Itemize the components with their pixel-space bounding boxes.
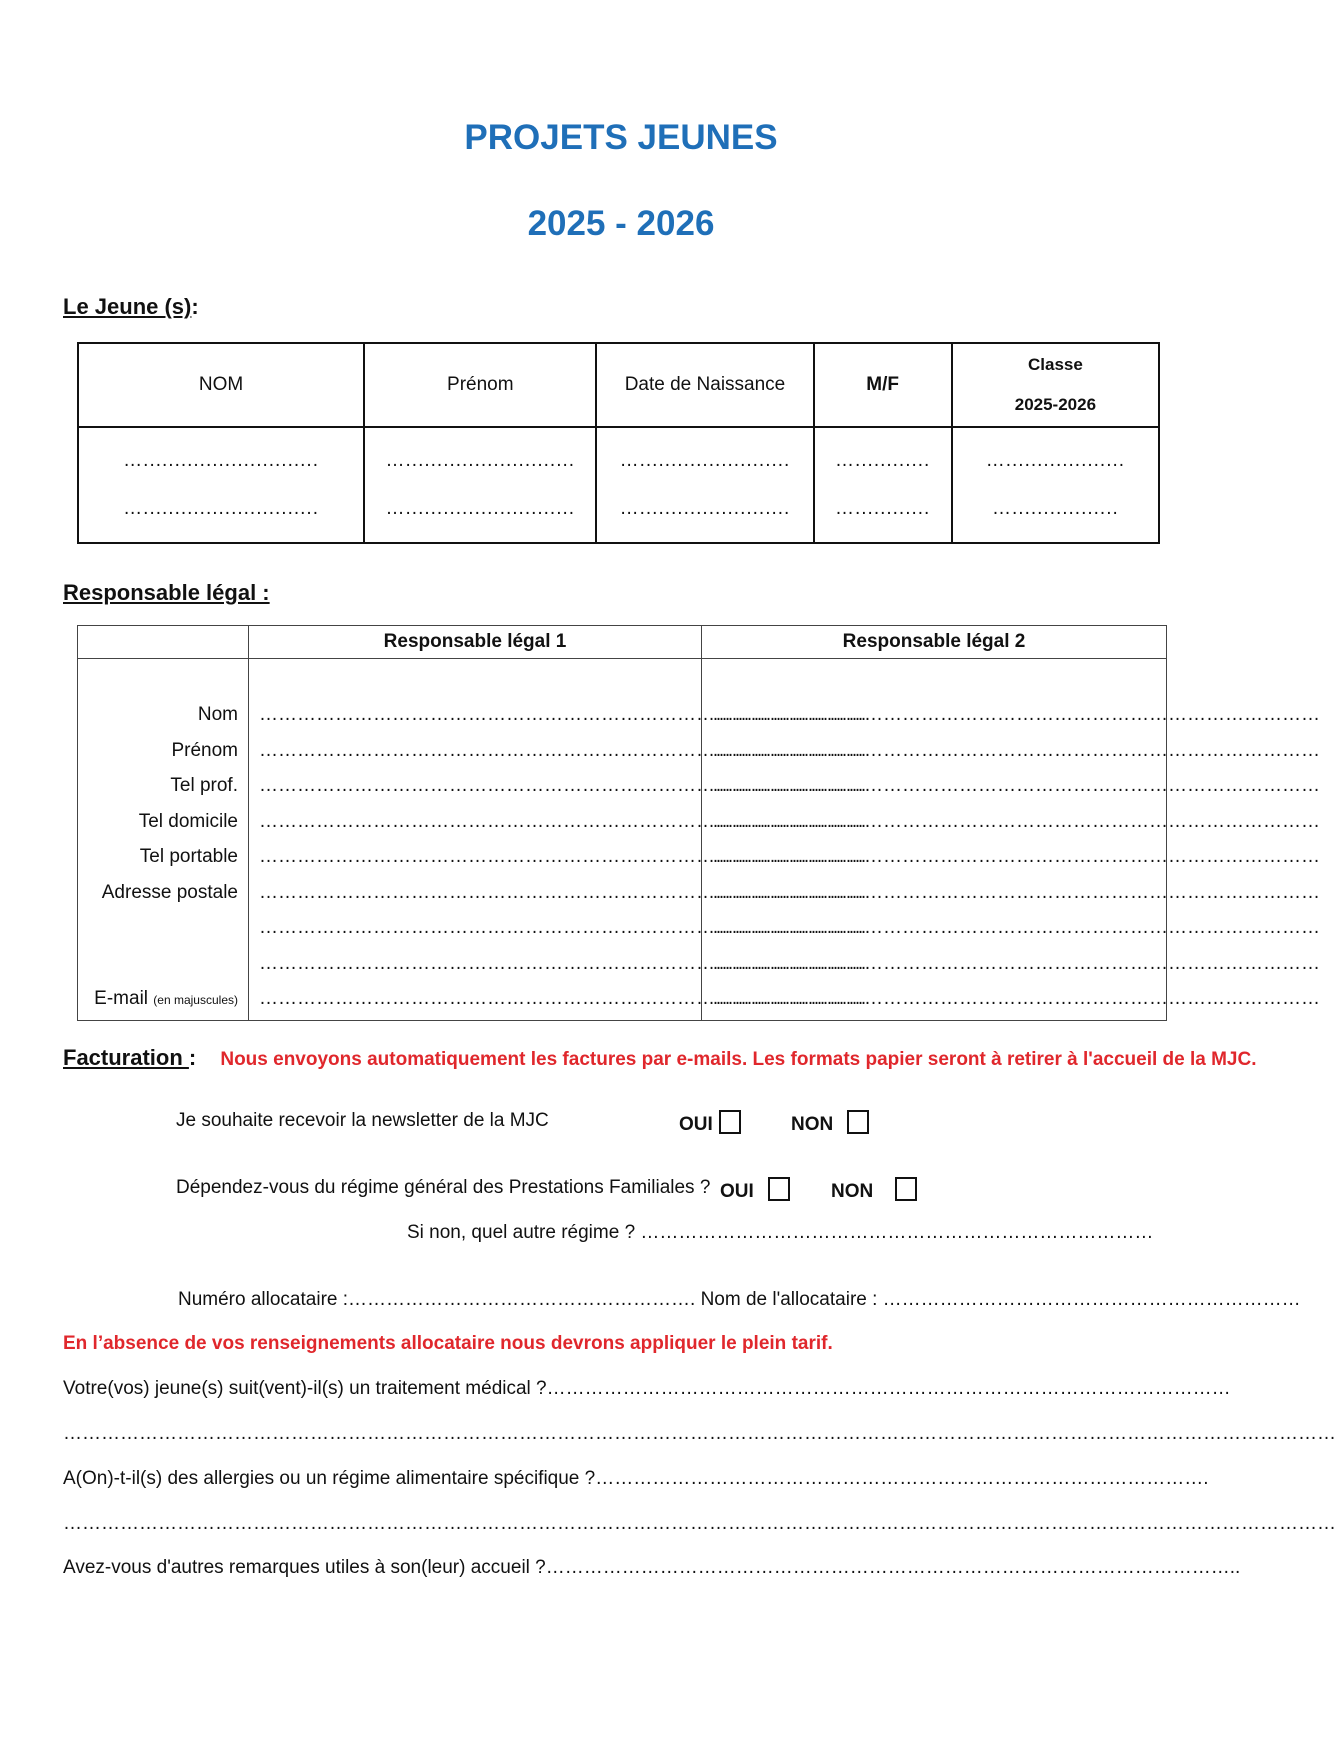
- regime-oui-label: OUI: [720, 1181, 754, 1202]
- page-title: PROJETS JEUNES: [464, 118, 778, 157]
- jeune-heading-text: Le Jeune (s): [63, 294, 192, 319]
- jeune-mf-1: …............: [834, 450, 931, 471]
- resp2-email[interactable]: ……………………………………………………………………………………: [712, 988, 1320, 1009]
- jeune-nom-2: …............................: [123, 498, 319, 519]
- resp1-email[interactable]: ……………………………………………………………………………………: [259, 988, 867, 1009]
- col-classe-label: Classe: [1027, 355, 1083, 374]
- label-tel-portable: Tel portable: [139, 846, 238, 867]
- year-title: 2025 - 2026: [527, 204, 715, 243]
- jeune-heading: [63, 294, 199, 320]
- responsable-table: [77, 625, 1320, 1021]
- jeune-mf-cell[interactable]: [814, 427, 952, 543]
- jeune-mf-2: …............: [834, 498, 931, 519]
- resp-col-2: Responsable légal 2: [702, 626, 1167, 659]
- regime-autre-field[interactable]: Si non, quel autre régime ? ………………………………………………………………………: [407, 1222, 1154, 1243]
- label-prenom: Prénom: [171, 739, 238, 761]
- label-tel-prof: Tel prof.: [170, 775, 238, 796]
- responsable-heading: Responsable légal :: [63, 580, 270, 605]
- resp2-fields[interactable]: [702, 659, 1320, 1021]
- remarques-field[interactable]: Avez-vous d'autres remarques utiles à son(leur) accueil ?………………………………………………………………………………………………..: [63, 1557, 1241, 1578]
- resp2-nom[interactable]: ……………………………………………………………………………………: [712, 704, 1320, 725]
- facturation-notice: Nous envoyons automatiquement les factures par e-mails. Les formats papier seront à retirer à l'accueil de la MJC.: [220, 1049, 1257, 1070]
- newsletter-non-label: NON: [791, 1114, 834, 1135]
- resp1-tel-portable[interactable]: ……………………………………………………………………………………: [259, 846, 867, 867]
- label-email: [79, 981, 238, 1019]
- jeune-classe-2: ….................: [992, 498, 1119, 519]
- allergies-line[interactable]: …………………………………………………………………………………………………………………………………………………………………………………: [63, 1513, 1336, 1534]
- resp1-adresse-3[interactable]: ……………………………………………………………………………………: [259, 952, 867, 974]
- jeune-heading-colon: :: [191, 294, 199, 319]
- col-classe: [952, 343, 1159, 427]
- label-blank-2: [79, 946, 238, 982]
- regime-non[interactable]: [831, 1177, 917, 1203]
- newsletter-non[interactable]: [791, 1110, 869, 1136]
- resp2-prenom[interactable]: ……………………………………………………………………………………: [712, 739, 1320, 761]
- newsletter-oui-checkbox[interactable]: [719, 1110, 741, 1134]
- newsletter-oui-label: OUI: [679, 1114, 713, 1135]
- jeune-date-cell[interactable]: [596, 427, 813, 543]
- allergies-field[interactable]: A(On)-t-il(s) des allergies ou un régime alimentaire spécifique ?…………………………………………………………………………………….: [63, 1468, 1209, 1489]
- jeune-classe-1: …...................: [985, 450, 1126, 471]
- jeune-table: [77, 342, 1160, 544]
- label-adresse: Adresse postale: [101, 881, 238, 903]
- medical-field[interactable]: Votre(vos) jeune(s) suit(vent)-il(s) un traitement médical ?………………………………………………………………………………………………: [63, 1378, 1231, 1399]
- resp1-adresse-1[interactable]: ……………………………………………………………………………………: [259, 881, 867, 903]
- resp-corner-cell: [78, 626, 249, 659]
- label-nom: Nom: [197, 704, 238, 725]
- col-nom: NOM: [78, 343, 364, 427]
- resp-col-1: Responsable légal 1: [249, 626, 702, 659]
- resp2-tel-portable[interactable]: ……………………………………………………………………………………: [712, 846, 1320, 867]
- email-note: (en majuscules): [153, 993, 238, 1007]
- label-email-text: E-mail: [94, 988, 149, 1009]
- resp2-adresse-2[interactable]: ……………………………………………………………………………………: [712, 917, 1320, 938]
- regime-non-checkbox[interactable]: [895, 1177, 917, 1201]
- regime-non-label: NON: [831, 1181, 874, 1202]
- resp2-tel-prof[interactable]: ……………………………………………………………………………………: [712, 775, 1320, 796]
- resp1-tel-prof[interactable]: ……………………………………………………………………………………: [259, 775, 867, 796]
- resp1-tel-domicile[interactable]: ……………………………………………………………………………………: [259, 810, 867, 832]
- jeune-prenom-cell[interactable]: [364, 427, 596, 543]
- resp1-nom[interactable]: ……………………………………………………………………………………: [259, 704, 867, 725]
- resp2-adresse-3[interactable]: ……………………………………………………………………………………: [712, 952, 1320, 974]
- newsletter-oui[interactable]: [679, 1110, 741, 1136]
- medical-line[interactable]: …………………………………………………………………………………………………………………………………………………………………………………: [63, 1423, 1336, 1444]
- newsletter-question: Je souhaite recevoir la newsletter de la MJC: [176, 1110, 549, 1131]
- jeune-classe-cell[interactable]: [952, 427, 1159, 543]
- facturation-colon: :: [188, 1045, 197, 1070]
- resp1-adresse-2[interactable]: ……………………………………………………………………………………: [259, 917, 867, 938]
- jeune-date-1: …........................: [619, 450, 791, 471]
- newsletter-non-checkbox[interactable]: [847, 1110, 869, 1134]
- label-blank-1: [79, 910, 238, 946]
- label-tel-domicile: Tel domicile: [138, 810, 238, 832]
- regime-oui-checkbox[interactable]: [768, 1177, 790, 1201]
- jeune-prenom-2: …...........................: [385, 498, 576, 519]
- jeune-nom-cell[interactable]: [78, 427, 364, 543]
- jeune-prenom-1: …...........................: [385, 450, 576, 471]
- col-mf: M/F: [814, 343, 952, 427]
- resp1-fields[interactable]: [249, 659, 867, 1021]
- col-classe-year: 2025-2026: [1014, 395, 1097, 414]
- col-date-naissance: Date de Naissance: [596, 343, 813, 427]
- facturation-row: [63, 1045, 1257, 1071]
- resp1-prenom[interactable]: ……………………………………………………………………………………: [259, 739, 867, 761]
- jeune-nom-1: …............................: [123, 450, 319, 471]
- allocataire-field[interactable]: Numéro allocataire :………………………………………………. Nom de l'allocataire : …………………………………………………………: [178, 1289, 1301, 1310]
- facturation-heading: Facturation: [63, 1045, 189, 1070]
- col-prenom: Prénom: [364, 343, 596, 427]
- regime-question: Dépendez-vous du régime général des Prestations Familiales ?: [176, 1177, 711, 1198]
- resp-labels: [78, 659, 249, 1021]
- jeune-date-2: …........................: [619, 498, 791, 519]
- regime-oui[interactable]: [720, 1177, 790, 1203]
- allocataire-warning: En l’absence de vos renseignements allocataire nous devrons appliquer le plein tarif.: [63, 1333, 833, 1354]
- resp2-adresse-1[interactable]: ……………………………………………………………………………………: [712, 881, 1320, 903]
- resp2-tel-domicile[interactable]: ……………………………………………………………………………………: [712, 810, 1320, 832]
